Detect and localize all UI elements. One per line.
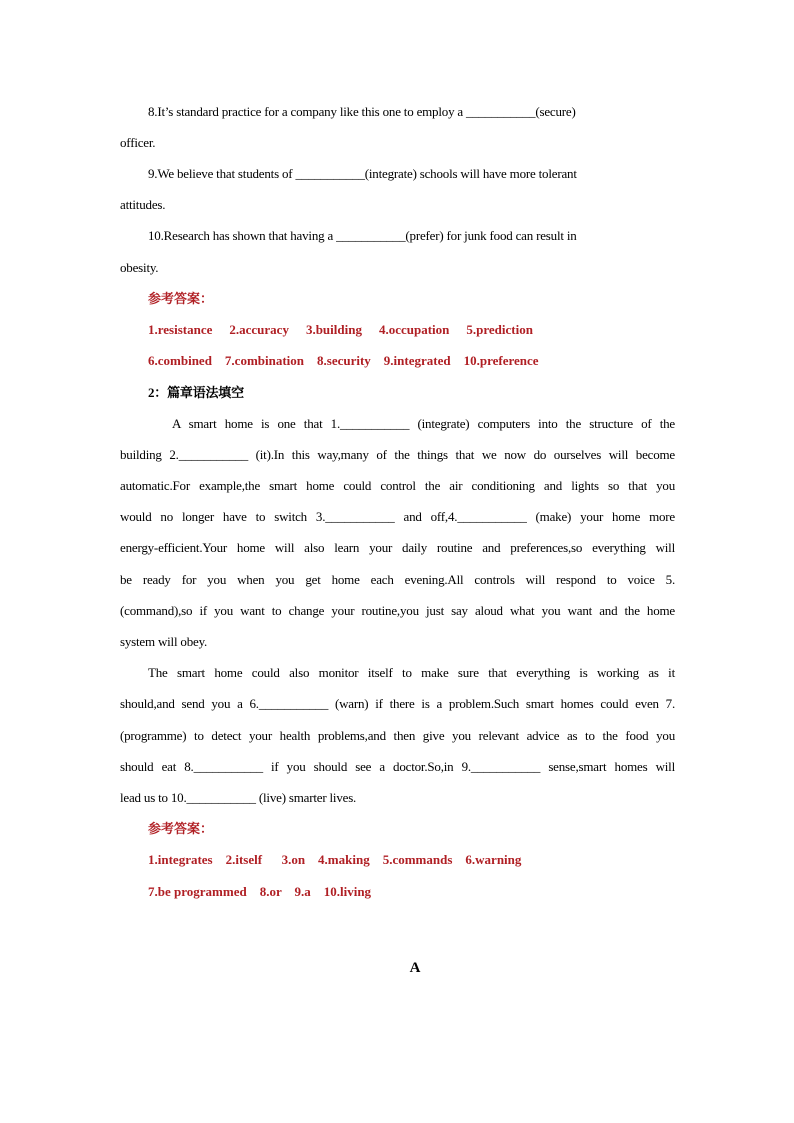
answers-1-row-1: 1.resistance 2.accuracy 3.building 4.occupation 5.prediction xyxy=(148,322,533,337)
passage-line-11: (programme) to detect your health problems,and then give you relevant advice as to the food you xyxy=(120,728,675,743)
passage-line-6: be ready for you when you get home each evening.All controls will respond to voice 5. xyxy=(120,572,675,587)
question-9-line-2: attitudes. xyxy=(120,197,166,212)
passage-line-4: would no longer have to switch 3.___________ and off,4.___________ (make) your home more xyxy=(120,509,675,524)
answers-2-row-2: 7.be programmed 8.or 9.a 10.living xyxy=(148,884,372,899)
passage-line-9: The smart home could also monitor itself to make sure that everything is working as it xyxy=(148,665,675,680)
question-8-line-1: 8.It’s standard practice for a company like this one to employ a ___________(secure) xyxy=(148,104,576,119)
passage-line-8: system will obey. xyxy=(120,634,208,649)
answer-label-2: 参考答案： xyxy=(148,821,214,836)
section-2-title: 2：篇章语法填空 xyxy=(148,385,244,400)
passage-line-5: energy-efficient.Your home will also learn your daily routine and preferences,so everything will xyxy=(120,540,675,555)
question-9-line-1: 9.We believe that students of ___________(integrate) schools will have more tolerant xyxy=(148,166,577,181)
answer-label-1: 参考答案： xyxy=(148,291,214,306)
passage-line-10: should,and send you a 6.___________ (warn) if there is a problem.Such smart homes could even 7. xyxy=(120,696,675,711)
answers-2-row-1: 1.integrates 2.itself 3.on 4.making 5.commands 6.warning xyxy=(148,852,522,867)
footer-letter: A xyxy=(409,960,421,976)
passage-line-2: building 2.___________ (it).In this way,many of the things that we now do ourselves will become xyxy=(120,447,675,462)
passage-line-12: should eat 8.___________ if you should see a doctor.So,in 9.___________ sense,smart homes will xyxy=(120,759,675,774)
question-10-line-2: obesity. xyxy=(120,260,159,275)
question-10-line-1: 10.Research has shown that having a ___________(prefer) for junk food can result in xyxy=(148,228,577,243)
answers-1-row-2: 6.combined 7.combination 8.security 9.integrated 10.preference xyxy=(148,353,539,368)
passage-line-1: A smart home is one that 1.___________ (integrate) computers into the structure of the xyxy=(172,416,675,431)
passage-line-13: lead us to 10.___________ (live) smarter lives. xyxy=(120,790,357,805)
passage-line-3: automatic.For example,the smart home could control the air conditioning and lights so that you xyxy=(120,478,675,493)
passage-line-7: (command),so if you want to change your routine,you just say aloud what you want and the home xyxy=(120,603,675,618)
question-8-line-2: officer. xyxy=(120,135,156,150)
